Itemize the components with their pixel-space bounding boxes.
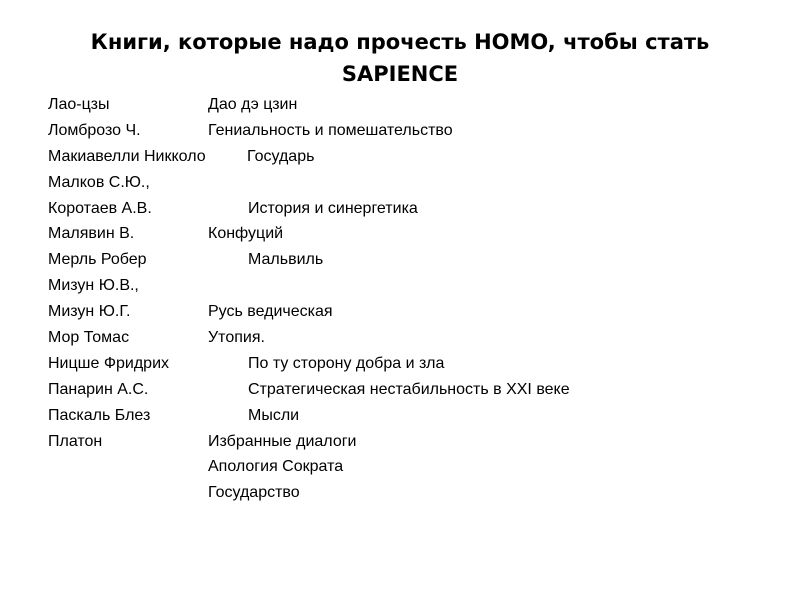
author-name: Ницше Фридрих	[48, 354, 170, 372]
list-item	[48, 273, 768, 299]
slide-title-line-1: Книги, которые надо прочесть HOMO, чтобы стать	[90, 30, 710, 55]
author-name: Коротаев А.В.	[48, 199, 152, 217]
author-name: Мизун Ю.В.,	[48, 277, 139, 295]
list-item	[48, 144, 768, 170]
author-name: Малявин В.	[48, 225, 135, 243]
list-item	[48, 454, 768, 480]
list-item	[48, 221, 768, 247]
book-title: Государь	[247, 147, 315, 165]
author-name: Паскаль Блез	[48, 406, 151, 424]
book-title: Конфуций	[208, 225, 284, 243]
list-item	[48, 247, 768, 273]
book-title: Апология Сократа	[208, 458, 344, 476]
list-item	[48, 429, 768, 455]
list-item	[48, 299, 768, 325]
list-item	[48, 351, 768, 377]
book-title: Мысли	[248, 406, 300, 424]
book-title: Утопия.	[208, 329, 265, 347]
book-title: Дао дэ цзин	[208, 96, 298, 113]
book-title: Русь ведическая	[208, 303, 333, 321]
book-title: История и синергетика	[248, 199, 418, 217]
book-title: Гениальность и помешательство	[208, 121, 453, 139]
list-item	[48, 377, 768, 403]
author-name: Мерль Робер	[48, 251, 147, 269]
list-item	[48, 170, 768, 196]
book-title: Стратегическая нестабильность в XXI веке	[248, 380, 570, 398]
author-name: Макиавелли Никколо	[48, 147, 206, 165]
author-name: Малков С.Ю.,	[48, 173, 150, 191]
author-name: Панарин А.С.	[48, 380, 149, 398]
list-item	[48, 403, 768, 429]
book-title: По ту сторону добра и зла	[248, 354, 445, 372]
author-name: Платон	[48, 432, 103, 450]
book-title: Государство	[208, 484, 300, 502]
book-title: Мальвиль	[248, 251, 324, 269]
list-item	[48, 118, 768, 144]
list-item	[48, 92, 768, 118]
book-list	[48, 92, 768, 506]
author-name: Мор Томас	[48, 329, 130, 347]
author-name: Лао-цзы	[48, 96, 110, 113]
list-item	[48, 480, 768, 506]
list-item	[48, 325, 768, 351]
author-name: Мизун Ю.Г.	[48, 303, 131, 321]
slide-title	[40, 26, 760, 90]
author-name: Ломброзо Ч.	[48, 121, 141, 139]
list-item	[48, 196, 768, 222]
book-title: Избранные диалоги	[208, 432, 357, 450]
slide-title-line-2: SAPIENCE	[341, 62, 459, 87]
